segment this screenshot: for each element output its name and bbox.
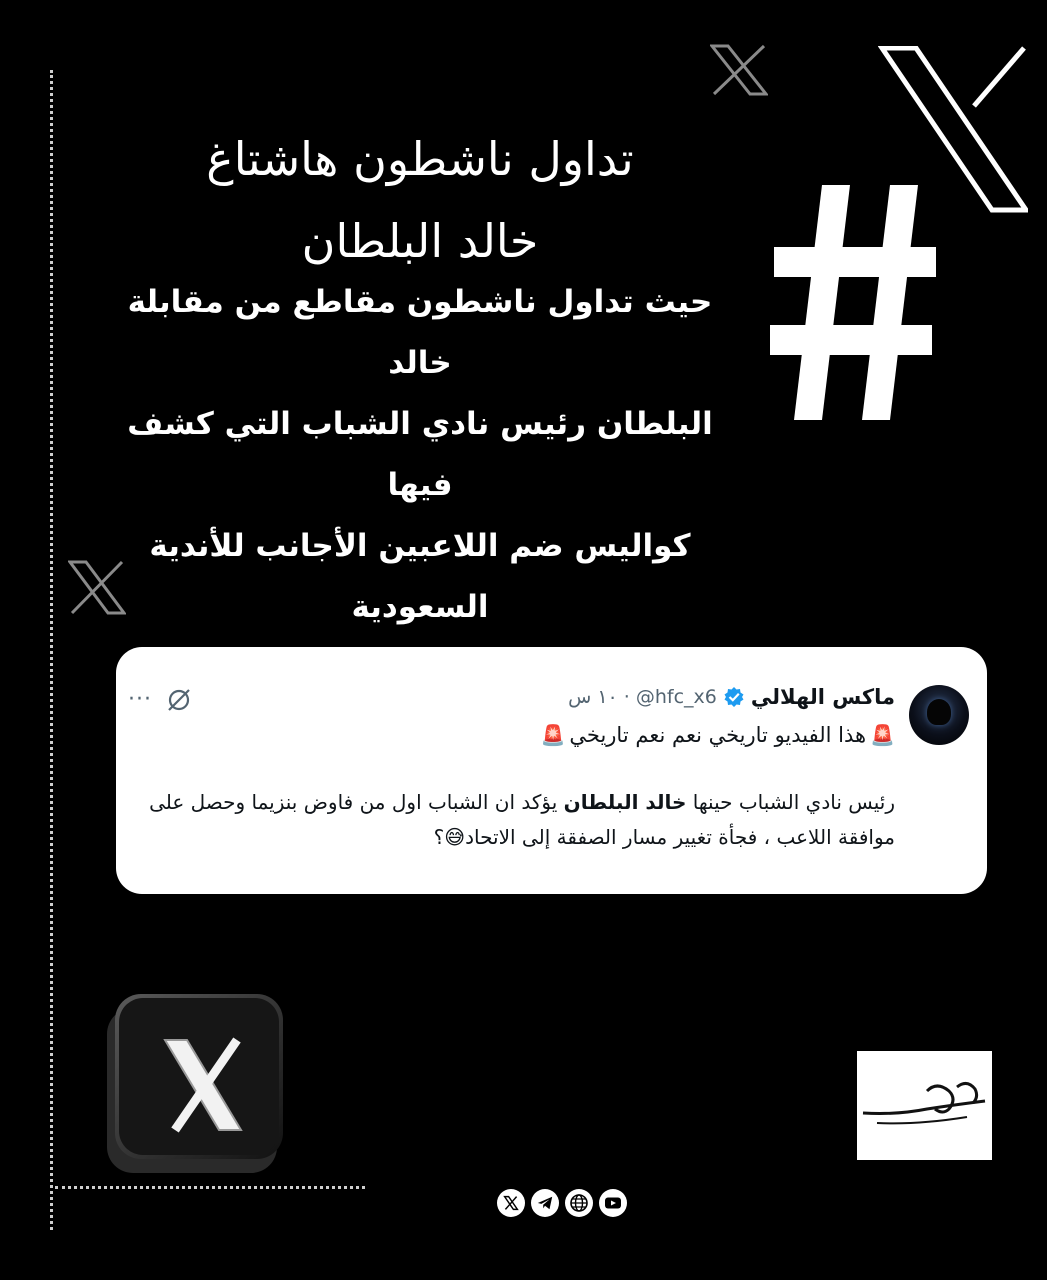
body-line-4: السعودية [351,589,489,625]
tweet-header [568,685,895,709]
globe-icon[interactable] [565,1189,593,1217]
tweet-body-part-2: يؤكد ان الشباب اول من فاوض بنزيما وحصل على موافقة اللاعب ، فجأة تغيير مسار الصفقة إلى الاتحاد😅؟ [149,790,895,849]
headline [160,118,680,282]
more-options-icon[interactable]: ··· [128,687,152,712]
tweet-body-bold: خالد البلطان [563,790,687,814]
x-app-icon [105,990,285,1175]
youtube-icon[interactable] [599,1189,627,1217]
x-icon[interactable] [497,1189,525,1217]
social-links [497,1189,627,1217]
author-name[interactable]: ماكس الهلالي [750,685,895,709]
body-line-2: البلطان رئيس نادي الشباب التي كشف فيها [127,406,713,503]
tweet-first-line [540,723,895,747]
avatar[interactable] [909,685,969,745]
grok-icon[interactable] [166,687,192,713]
headline-line-1: تداول ناشطون هاشتاغ [206,132,634,186]
body-text [100,272,740,638]
siren-icon: 🚨 [540,723,566,747]
telegram-icon[interactable] [531,1189,559,1217]
brand-logo [857,1051,992,1160]
tweet-body-part-1: رئيس نادي الشباب حينها [686,790,895,814]
brand-logo-icon [857,1051,992,1160]
body-line-3: كواليس ضم اللاعبين الأجانب للأندية [149,528,691,564]
tweet-first-line-text: هذا الفيديو تاريخي نعم نعم تاريخي [569,723,867,747]
tweet-body [125,785,895,855]
x-logo-small-icon [710,44,768,96]
tweet-card[interactable] [116,647,987,894]
verified-badge-icon [723,686,745,708]
author-handle[interactable]: @hfc_x6 [635,686,717,708]
dotted-vertical-border [50,70,53,1230]
headline-line-2: خالد البلطان [301,214,539,268]
siren-icon: 🚨 [870,723,895,747]
body-line-1: حيث تداول ناشطون مقاطع من مقابلة خالد [127,284,713,381]
hashtag-icon [770,185,940,420]
dotted-horizontal-border [55,1186,365,1189]
tweet-time[interactable]: ١٠ س · [568,686,630,708]
